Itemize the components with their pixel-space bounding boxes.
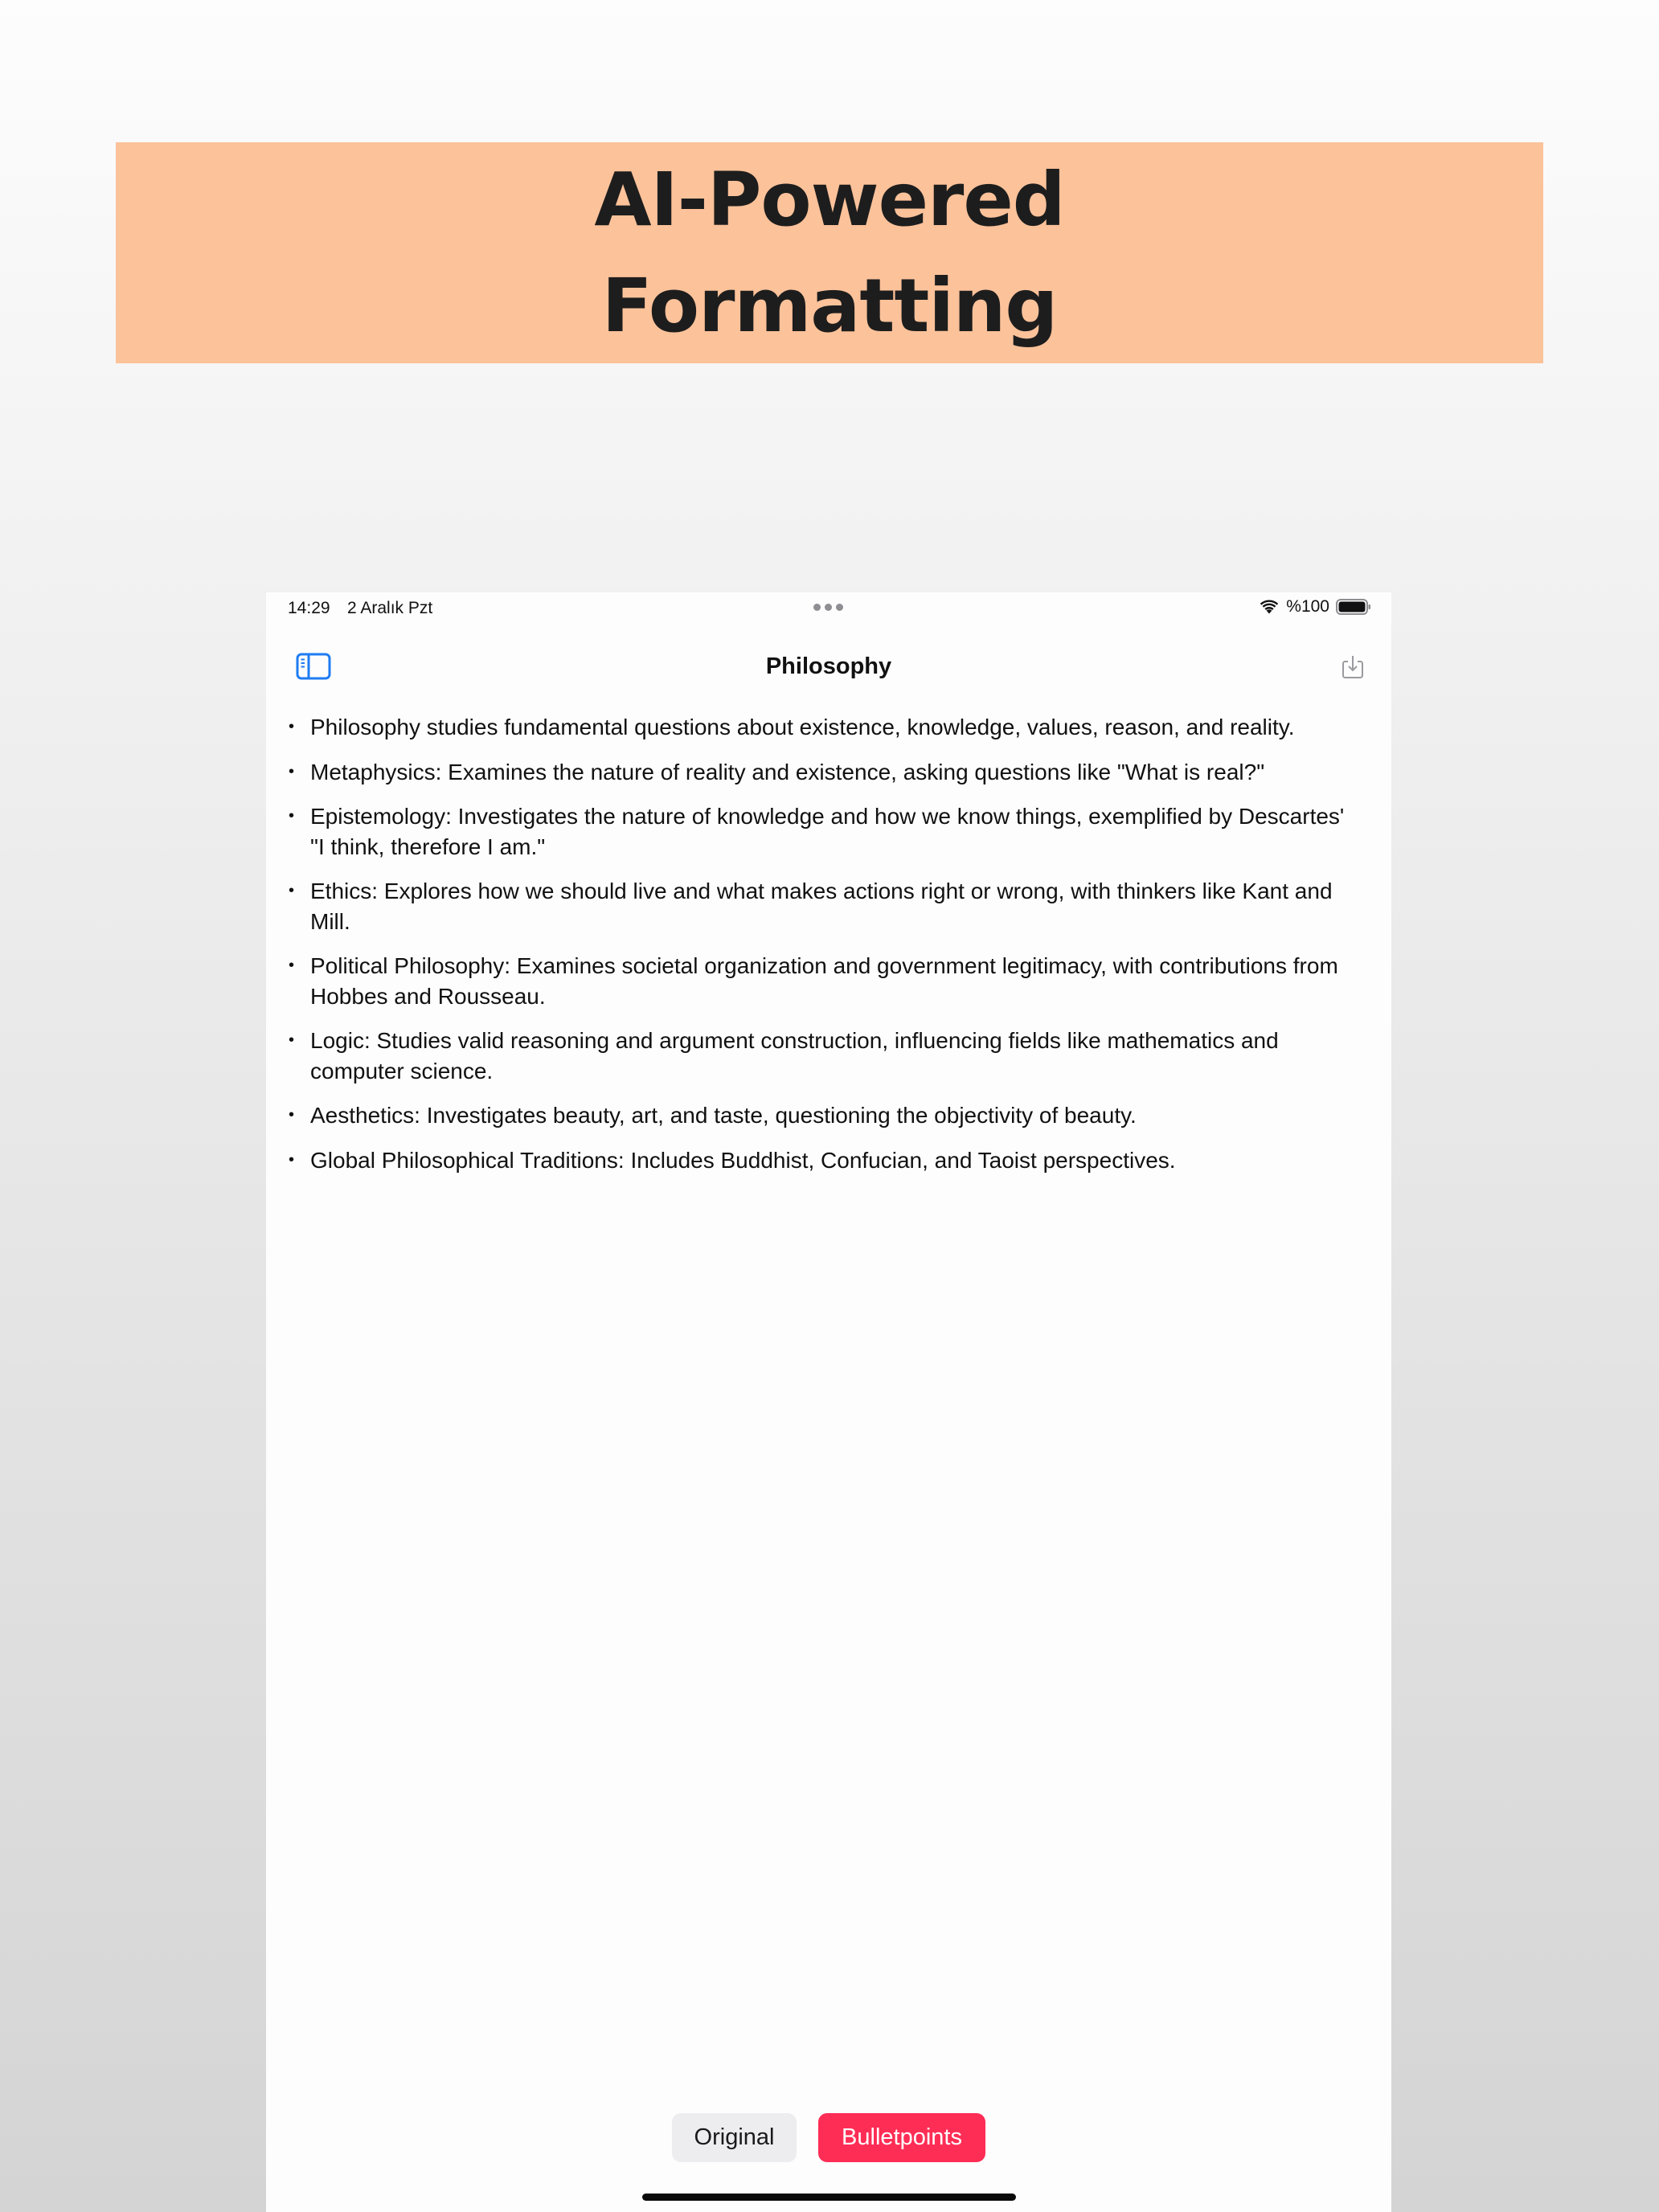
format-selector — [266, 2113, 1391, 2162]
list-item-text: Epistemology: Investigates the nature of knowledge and how we know things, exemplified by Descartes' "I think, therefore I am." — [310, 804, 1345, 859]
status-time: 14:29 — [288, 599, 330, 617]
list-item-text: Philosophy studies fundamental questions about existence, knowledge, values, reason, and reality. — [310, 715, 1295, 739]
list-item-text: Ethics: Explores how we should live and what makes actions right or wrong, with thinkers like Kant and Mill. — [310, 879, 1333, 934]
navigation-bar — [266, 641, 1391, 692]
bullet-dot-icon: • — [289, 1150, 295, 1169]
bulletpoints-button[interactable]: Bulletpoints — [818, 2113, 985, 2162]
list-item-text: Logic: Studies valid reasoning and argument construction, influencing fields like mathematics and computer science. — [310, 1028, 1279, 1083]
battery-icon — [1336, 598, 1371, 616]
note-content — [266, 712, 1391, 1190]
list-item — [289, 1100, 1359, 1131]
list-item — [289, 876, 1359, 936]
bullet-dot-icon: • — [289, 1106, 295, 1124]
original-button[interactable]: Original — [672, 2113, 797, 2162]
bullet-dot-icon: • — [289, 762, 295, 780]
bullet-dot-icon: • — [289, 956, 295, 974]
list-item — [289, 951, 1359, 1011]
list-item — [289, 801, 1359, 862]
list-item — [289, 712, 1359, 743]
device-screen — [266, 592, 1391, 2212]
promo-banner — [116, 142, 1543, 363]
list-item — [289, 757, 1359, 788]
download-tray-icon — [1341, 653, 1365, 679]
status-bar — [266, 592, 1391, 625]
list-item-text: Political Philosophy: Examines societal organization and government legitimacy, with contributions from Hobbes and Rousseau. — [310, 953, 1338, 1009]
bullet-dot-icon: • — [289, 718, 295, 735]
download-button[interactable] — [1341, 653, 1365, 679]
multitasking-dots-icon[interactable] — [813, 604, 846, 612]
list-item — [289, 1026, 1359, 1086]
list-item-text: Metaphysics: Examines the nature of reality and existence, asking questions like "What is real?" — [310, 759, 1265, 784]
list-item-text: Global Philosophical Traditions: Includes Buddhist, Confucian, and Taoist perspectives. — [310, 1147, 1176, 1173]
status-date: 2 Aralık Pzt — [347, 599, 433, 617]
bullet-dot-icon: • — [289, 807, 295, 825]
battery-percentage: %100 — [1286, 597, 1329, 616]
bullet-list — [266, 712, 1391, 1175]
bullet-dot-icon: • — [289, 882, 295, 899]
list-item — [289, 1145, 1359, 1176]
list-item-text: Aesthetics: Investigates beauty, art, and taste, questioning the objectivity of beauty. — [310, 1103, 1137, 1128]
page-title: Philosophy — [765, 653, 892, 679]
status-indicators — [1259, 597, 1371, 616]
banner-title: AI-Powered Formatting — [594, 156, 1065, 349]
wifi-icon — [1259, 599, 1280, 615]
bullet-dot-icon: • — [289, 1031, 295, 1049]
home-indicator[interactable] — [642, 2194, 1016, 2201]
